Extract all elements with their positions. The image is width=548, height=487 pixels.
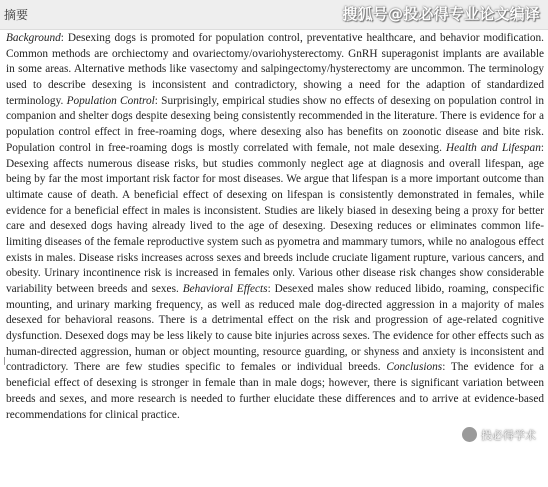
background-heading: Background xyxy=(6,32,61,44)
health-lifespan-heading: Health and Lifespan xyxy=(446,141,541,154)
abstract-paragraph xyxy=(6,31,544,423)
health-lifespan-text: : Desexing affects numerous disease risks, but studies commonly neglect age at diagnosis and overall lifespan, age being by far the most important risk factor for most diseases. We argue that lifespan is a more important outcome than ultimate cause of death. A beneficial effect of desexing on lifespan is consistently demonstrated in females, while evidence for a beneficial effect in males is inconsistent. Studies are likely biased in desexing being a proxy for better care and desexed dogs having already lived to the age of desexing. Desexing reduces or eliminates common life-limiting diseases of the female reproductive system such as pyometra and mammary tumors, while no analogous effect exists in males. Disease risks increases across sexes and breeds include cruciate ligament rupture, various cancers, and obesity. Urinary incontinence risk is increased in females only. Various other disease risk changes show considerable variability between breeds and sexes. xyxy=(6,141,544,295)
watermark-text: 搜狐号@投必得专业论文编译 xyxy=(342,5,540,23)
population-control-text: : Surprisingly, empirical studies show no effects of desexing on population control in companion and shelter dogs despite desexing being consistently recommended in the literature. There is evidence for a population control effect in free-roaming dogs, where desexing also has benefits on zoonotic disease and bite risk. Population control in free-roaming dogs is mostly correlated with female, not male desexing. xyxy=(6,94,544,154)
population-control-heading: Population Control xyxy=(66,94,155,107)
watermark-logo-icon xyxy=(461,426,478,443)
section-header xyxy=(0,0,548,30)
background-text: : Desexing dogs is promoted for population control, preventative healthcare, and behavior modification. Common methods are orchiectomy and ovariectomy/ovariohysterectomy. GnRH superagonist implants are available in some areas. Alternative methods like vasectomy and salpingectomy/hysterectomy are uncommon. The terminology used to describe desexing is inconsistent and contradictory, showing a need for the adaption of standardized terminology. xyxy=(6,32,544,107)
watermark-bottom xyxy=(461,426,536,443)
behavioral-effects-heading: Behavioral Effects xyxy=(182,283,268,295)
section-title: 摘要 xyxy=(4,8,29,22)
watermark-bottom-text: 投必得学术 xyxy=(481,428,536,442)
conclusions-text: : The evidence for a beneficial effect of desexing is stronger in female than in male dogs; however, there is significant variation between breeds and sexes, and more research is needed to further elucidate these differences and to arrive at evidence-based recommendations for clinical practice. xyxy=(6,361,544,421)
conclusions-heading: Conclusions xyxy=(386,361,443,374)
scroll-marker xyxy=(0,357,5,365)
behavioral-effects-text: : Desexed males show reduced libido, roaming, conspecific mounting, and urinary marking frequency, as well as reduced male dog-directed aggression in a majority of males desexed for behavioral reasons. There is a detrimental effect on the risk and progression of age-related cognitive dysfunction. Desexed dogs may be less likely to cause bite injuries across sexes. The evidence for other effects such as human-directed aggression, human or object mounting, resource guarding, or shyness and anxiety is inconsistent and contradictory. There are few studies specific to females or individual breeds. xyxy=(6,283,544,374)
